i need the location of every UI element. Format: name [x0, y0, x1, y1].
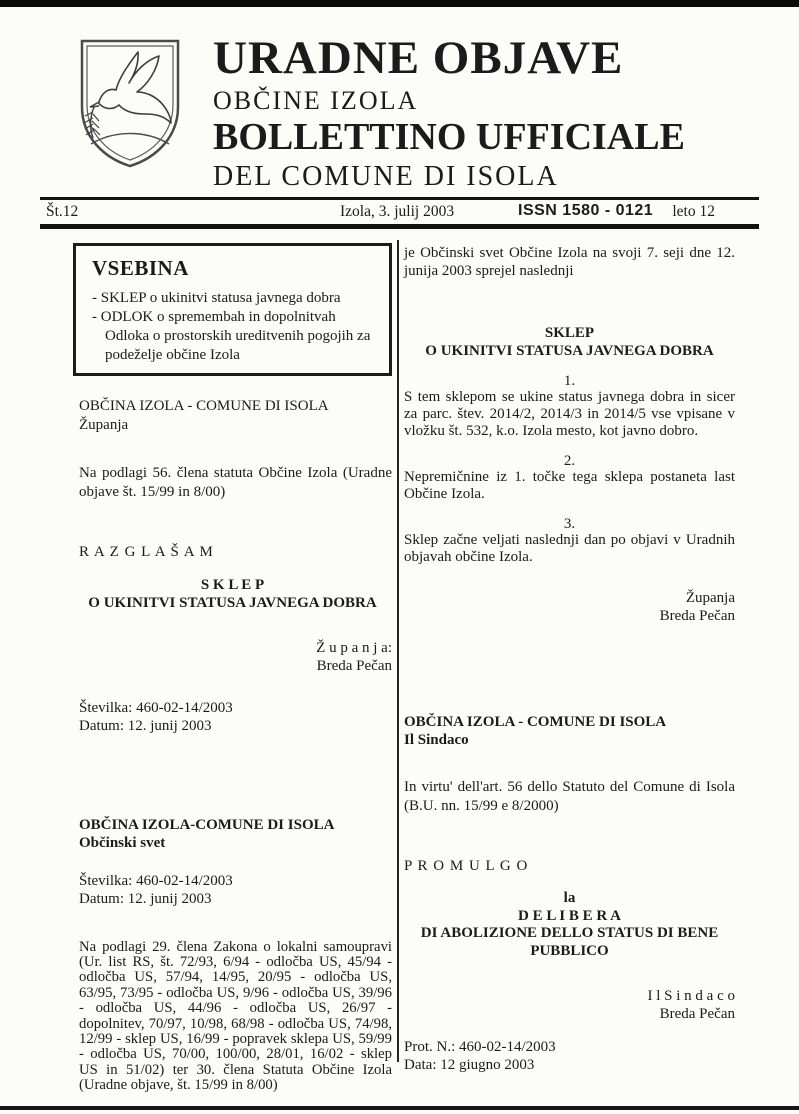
delibera-title-line2: DI ABOLIZIONE DELLO STATUS DI BENE: [420, 925, 719, 941]
article-2: [404, 453, 735, 503]
delibera-title: [404, 890, 735, 960]
issuer-role: Županja: [79, 416, 129, 433]
masthead-subtitle-italian: DEL COMUNE DI ISOLA: [213, 161, 559, 192]
legal-basis-italian-paragraph: In virtu' dell'art. 56 dello Statuto del Comune di Isola (B.U. nn. 15/99 e 8/2000): [404, 779, 735, 814]
decree-title: [73, 576, 392, 612]
column-divider: [397, 240, 399, 1062]
reference-date: Datum: 12. junij 2003: [79, 891, 212, 907]
left-column: [73, 243, 392, 1094]
reference-date: Datum: 12. junij 2003: [79, 718, 212, 734]
masthead-title-italian: BOLLETTINO UFFICIALE: [213, 116, 685, 158]
table-of-contents-box: [73, 243, 392, 376]
issue-info-row: [40, 201, 759, 223]
decree-title-line1: S K L E P: [200, 576, 265, 593]
reference-number: Prot. N.: 460-02-14/2003: [404, 1039, 556, 1055]
article-text: S tem sklepom se ukine status javnega dobra in sicer za parc. štev. 2014/2, 2014/3 in 2014/5 vse vpisane v vložku št. 532, k.o. Izola mesto, kot javno dobro.: [404, 389, 735, 439]
issue-number: Št.12: [46, 203, 79, 220]
article-3: [404, 516, 735, 566]
coat-of-arms-icon: [78, 37, 182, 169]
toc-item: - SKLEP o ukinitvi statusa javnega dobra: [92, 289, 341, 306]
reference-number: Številka: 460-02-14/2003: [79, 872, 233, 889]
delibera-intro: la: [563, 890, 576, 906]
issn-number: ISSN 1580 - 0121: [518, 202, 654, 219]
delibera-title-line1: D E L I B E R A: [518, 907, 621, 924]
proclamation-word: R A Z G L A Š A M: [79, 544, 214, 560]
toc-item: - ODLOK o spremembah in dopolnitvah Odloka o prostorskih ureditvenih pogojih za podeželje občine Izola: [92, 308, 371, 363]
decree-title-line2: O UKINITVI STATUSA JAVNEGA DOBRA: [88, 594, 377, 611]
right-column: [404, 245, 735, 1074]
signature-name: Breda Pečan: [659, 1005, 735, 1022]
article-text: Nepremičnine iz 1. točke tega sklepa postaneta last Občine Izola.: [404, 469, 735, 502]
promulgation-word: P R O M U L G O: [404, 858, 529, 874]
masthead-rule-top: [40, 197, 759, 200]
signature-role: Ž u p a n j a:: [316, 639, 392, 656]
issuer-name: OBČINA IZOLA-COMUNE DI ISOLA: [79, 816, 335, 833]
reference-block: [404, 1038, 735, 1074]
masthead-rule-bottom: [40, 224, 759, 229]
issue-year: leto 12: [672, 203, 715, 220]
article-number: 1.: [563, 373, 576, 389]
scan-edge-bottom: [0, 1106, 799, 1110]
masthead: [213, 32, 759, 194]
signature-block: [73, 639, 392, 675]
delibera-title-line3: PUBBLICO: [530, 942, 609, 959]
scan-edge-top: [0, 0, 799, 7]
signature-name: Breda Pečan: [316, 657, 392, 674]
article-text: Sklep začne veljati naslednji dan po objavi v Uradnih objavah občine Izola.: [404, 532, 735, 565]
legal-basis-paragraph: Na podlagi 56. člena statuta Občine Izola (Uradne objave št. 15/99 in 8/00): [79, 465, 392, 500]
reference-block: [79, 699, 392, 736]
issuer-name: OBČINA IZOLA - COMUNE DI ISOLA: [79, 398, 329, 414]
signature-block: [404, 590, 735, 625]
issuer-heading-council: [79, 816, 392, 852]
reference-number: Številka: 460-02-14/2003: [79, 699, 233, 716]
signature-block: [404, 988, 735, 1023]
issuer-heading-mayor: [79, 397, 392, 434]
adoption-intro-paragraph: je Občinski svet Občine Izola na svoji 7. seji dne 12. junija 2003 sprejel naslednji: [404, 245, 735, 279]
article-number: 2.: [563, 453, 576, 469]
legal-basis-long-paragraph: Na podlagi 29. člena Zakona o lokalni samoupravi (Ur. list RS, št. 72/93, 6/94 - odločba US, 45/94 - odločba US, 57/94, 14/95, 20/95 - odločba US, 63/95, 73/95 - odločba US, 9/96 - odločba US, 39/96 - odločba US, 44/96 - odločba US, 26/97 - dopolnitev, 70/97, 10/98, 68/98 - odločba US, 74/98, 12/99 - sklep US, 16/99 - popravek sklepa US, 59/99 - odločba US, 70/00, 100/00, 28/01, 16/02 - sklep US in 51/02) ter 30. člena Statuta Občine Izola (Uradne objave, št. 15/99 in 8/00): [79, 938, 392, 1094]
decree-title-line1: SKLEP: [544, 325, 595, 341]
signature-role: Županja: [685, 590, 735, 606]
issuer-role: Il Sindaco: [404, 732, 469, 748]
article-number: 3.: [563, 516, 576, 532]
signature-name: Breda Pečan: [659, 607, 735, 624]
issuer-heading-sindaco: [404, 713, 735, 749]
decree-title: [404, 325, 735, 360]
toc-title: VSEBINA: [92, 256, 189, 280]
decree-title-line2: O UKINITVI STATUSA JAVNEGA DOBRA: [425, 342, 714, 359]
masthead-title-slovene: URADNE OBJAVE: [213, 32, 624, 84]
masthead-subtitle-slovene: OBČINE IZOLA: [213, 86, 419, 115]
article-1: [404, 373, 735, 440]
issuer-name: OBČINA IZOLA - COMUNE DI ISOLA: [404, 714, 667, 730]
signature-role: I l S i n d a c o: [647, 988, 735, 1004]
issue-date: Izola, 3. julij 2003: [340, 203, 455, 220]
reference-block: [79, 872, 392, 909]
issuer-role: Občinski svet: [79, 834, 166, 851]
toc-list: [92, 289, 375, 365]
reference-date: Data: 12 giugno 2003: [404, 1057, 535, 1073]
